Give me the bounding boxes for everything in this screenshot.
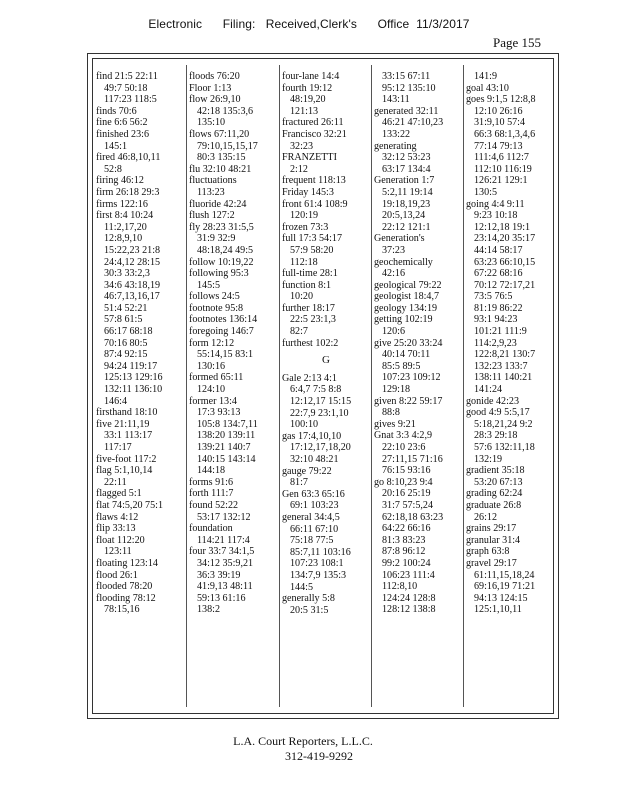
index-continuation-line: 132:11 136:10 <box>104 384 163 396</box>
index-continuation-line: 22:12 121:1 <box>382 221 431 233</box>
index-continuation-line: 82:7 <box>290 326 308 338</box>
column-divider <box>463 65 464 707</box>
index-continuation-line: 42:16 <box>382 268 405 280</box>
index-continuation-line: 85:7,11 103:16 <box>290 546 351 558</box>
index-continuation-line: 112:18 <box>290 256 318 268</box>
index-entry-line: flows 67:11,20 <box>189 128 250 140</box>
index-continuation-line: 105:8 134:7,11 <box>197 418 258 430</box>
index-entry-line: generated 32:11 <box>374 105 439 117</box>
index-entry-line: four 33:7 34:1,5 <box>189 546 255 558</box>
index-continuation-line: 85:5 89:5 <box>382 360 421 372</box>
index-continuation-line: 129:18 <box>382 384 411 396</box>
index-entry-line: firm 26:18 29:3 <box>96 186 160 198</box>
index-continuation-line: 63:17 134:4 <box>382 163 431 175</box>
index-entry-line: generally 5:8 <box>282 593 335 605</box>
index-continuation-line: 145:5 <box>197 279 220 291</box>
index-entry-line: gas 17:4,10,10 <box>282 430 342 442</box>
index-continuation-line: 66:3 68:1,3,4,6 <box>474 128 536 140</box>
index-continuation-line: 123:11 <box>104 546 132 558</box>
index-continuation-line: 132:19 <box>474 453 503 465</box>
index-entry-line: gives 9:21 <box>374 418 416 430</box>
index-continuation-line: 70:16 80:5 <box>104 337 148 349</box>
index-continuation-line: 22:10 23:6 <box>382 442 426 453</box>
index-continuation-line: 80:3 135:15 <box>197 152 246 164</box>
section-letter: G <box>322 354 330 367</box>
index-entry-line: give 25:20 33:24 <box>374 337 443 349</box>
index-continuation-line: 101:21 111:9 <box>474 326 527 338</box>
index-entry-line: flooding 78:12 <box>96 592 156 604</box>
index-entry-line: given 8:22 59:17 <box>374 395 443 407</box>
index-continuation-line: 78:15,16 <box>104 604 140 616</box>
index-continuation-line: 117:23 118:5 <box>104 94 157 106</box>
index-continuation-line: 114:2,9,23 <box>474 337 517 349</box>
index-entry-line: flat 74:5,20 75:1 <box>96 499 164 511</box>
index-entry-line: find 21:5 22:11 <box>96 71 158 82</box>
index-entry-line: follow 10:19,22 <box>189 256 254 268</box>
index-continuation-line: 12:8,9,10 <box>104 233 143 245</box>
index-continuation-line: 40:14 70:11 <box>382 349 431 361</box>
index-continuation-line: 120:6 <box>382 326 405 338</box>
index-entry-line: generating <box>374 140 417 152</box>
index-continuation-line: 124:24 128:8 <box>382 592 436 604</box>
index-entry-line: flood 26:1 <box>96 569 138 581</box>
index-continuation-line: 34:6 43:18,19 <box>104 279 161 291</box>
index-continuation-line: 114:21 117:4 <box>197 534 250 546</box>
index-continuation-line: 107:23 109:12 <box>382 372 441 384</box>
index-continuation-line: 12:12,17 15:15 <box>290 396 352 408</box>
index-continuation-line: 130:16 <box>197 360 226 372</box>
index-continuation-line: 143:11 <box>382 94 410 106</box>
index-entry-line: going 4:4 9:11 <box>466 198 525 210</box>
index-entry-line: full 17:3 54:17 <box>282 233 343 245</box>
index-continuation-line: 6:4,7 7:5 8:8 <box>290 384 342 396</box>
index-continuation-line: 64:22 66:16 <box>382 523 431 535</box>
index-continuation-line: 42:18 135:3,6 <box>197 105 254 117</box>
index-continuation-line: 57:9 58:20 <box>290 244 334 256</box>
index-entry-line: flush 127:2 <box>189 210 235 222</box>
index-continuation-line: 30:3 33:2,3 <box>104 268 150 280</box>
index-continuation-line: 100:10 <box>290 419 319 431</box>
index-entry-line: goal 43:10 <box>466 82 509 94</box>
index-continuation-line: 19:18,19,23 <box>382 198 431 210</box>
index-entry-line: Generation's <box>374 233 425 245</box>
index-inner-frame <box>92 58 554 714</box>
index-continuation-line: 23:14,20 35:17 <box>474 233 536 245</box>
index-entry-line: frequent 118:13 <box>282 175 346 187</box>
index-entry-line: foregoing 146:7 <box>189 326 254 338</box>
index-entry-line: fly 28:23 31:5,5 <box>189 221 254 233</box>
index-entry-line: grading 62:24 <box>466 488 523 500</box>
index-entry-line: floods 76:20 <box>189 71 240 82</box>
index-entry-line: flow 26:9,10 <box>189 94 241 106</box>
index-entry-line: function 8:1 <box>282 279 332 291</box>
index-continuation-line: 81:7 <box>290 477 308 489</box>
index-continuation-line: 63:23 66:10,15 <box>474 256 536 268</box>
index-entry-line: flagged 5:1 <box>96 488 142 500</box>
index-entry-line: footnotes 136:14 <box>189 314 258 326</box>
index-continuation-line: 67:22 68:16 <box>474 268 523 280</box>
index-continuation-line: 66:11 67:10 <box>290 523 339 535</box>
index-continuation-line: 28:3 29:18 <box>474 430 518 442</box>
index-continuation-line: 34:12 35:9,21 <box>197 557 254 569</box>
index-continuation-line: 55:14,15 83:1 <box>197 349 254 361</box>
index-continuation-line: 46:21 47:10,23 <box>382 117 444 129</box>
court-reporter-name: L.A. Court Reporters, L.L.C. <box>233 734 373 748</box>
index-continuation-line: 135:10 <box>197 117 226 129</box>
index-entry-line: granular 31:4 <box>466 534 521 546</box>
index-continuation-line: 11:2,17,20 <box>104 221 147 233</box>
index-entry-line: floating 123:14 <box>96 557 158 569</box>
index-continuation-line: 146:4 <box>104 395 127 407</box>
index-continuation-line: 22:11 <box>104 476 127 488</box>
index-entry-line: flooded 78:20 <box>96 581 153 593</box>
index-entry-line: firing 46:12 <box>96 175 144 187</box>
index-continuation-line: 134:7,9 135:3 <box>290 569 347 581</box>
index-continuation-line: 94:24 119:17 <box>104 360 158 372</box>
index-frame <box>87 53 559 719</box>
index-entry-line: formed 65:11 <box>189 372 244 384</box>
index-entry-line: gravel 29:17 <box>466 557 517 569</box>
index-entry-line: Gnat 3:3 4:2,9 <box>374 430 433 442</box>
index-continuation-line: 139:21 140:7 <box>197 442 251 453</box>
index-continuation-line: 37:23 <box>382 244 405 256</box>
index-entry-line: firms 122:16 <box>96 198 148 210</box>
index-continuation-line: 57:8 61:5 <box>104 314 143 326</box>
index-continuation-line: 111:4,6 112:7 <box>474 152 529 164</box>
index-continuation-line: 44:14 58:17 <box>474 244 523 256</box>
index-continuation-line: 15:22,23 21:8 <box>104 244 161 256</box>
index-continuation-line: 41:9,13 48:11 <box>197 581 253 593</box>
index-entry-line: Gale 2:13 4:1 <box>282 372 337 384</box>
index-continuation-line: 81:3 83:23 <box>382 534 426 546</box>
index-continuation-line: 48:19,20 <box>290 94 326 106</box>
index-continuation-line: 32:12 53:23 <box>382 152 431 164</box>
index-continuation-line: 141:24 <box>474 384 503 396</box>
index-continuation-line: 31:9 32:9 <box>197 233 236 245</box>
index-continuation-line: 79:10,15,15,17 <box>197 140 258 152</box>
index-continuation-line: 132:23 133:7 <box>474 360 528 372</box>
index-continuation-line: 112:10 116:19 <box>474 163 532 175</box>
index-entry-line: five-foot 117:2 <box>96 453 157 465</box>
index-continuation-line: 125:1,10,11 <box>474 604 522 616</box>
index-continuation-line: 99:2 100:24 <box>382 557 431 569</box>
index-entry-line: forms 91:6 <box>189 476 234 488</box>
index-continuation-line: 144:18 <box>197 465 226 477</box>
index-continuation-line: 66:17 68:18 <box>104 326 153 338</box>
index-continuation-line: 31:9,10 57:4 <box>474 117 526 129</box>
index-entry-line: following 95:3 <box>189 268 249 280</box>
index-entry-line: further 18:17 <box>282 302 335 314</box>
index-continuation-line: 36:3 39:19 <box>197 569 241 581</box>
index-entry-line: FRANZETTI <box>282 152 337 164</box>
index-continuation-line: 27:11,15 71:16 <box>382 453 443 465</box>
index-continuation-line: 138:20 139:11 <box>197 430 256 442</box>
index-entry-line: Floor 1:13 <box>189 82 232 94</box>
index-continuation-line: 5:18,21,24 9:2 <box>474 418 533 430</box>
index-continuation-line: 95:12 135:10 <box>382 82 436 94</box>
index-continuation-line: 87:8 96:12 <box>382 546 426 558</box>
index-entry-line: flip 33:13 <box>96 523 136 535</box>
index-continuation-line: 51:4 52:21 <box>104 302 148 314</box>
index-continuation-line: 88:8 <box>382 407 400 419</box>
index-entry-line: full-time 28:1 <box>282 268 338 280</box>
index-entry-line: general 34:4,5 <box>282 511 340 523</box>
index-entry-line: finished 23:6 <box>96 128 149 140</box>
index-entry-line: fluoride 42:24 <box>189 198 247 210</box>
index-column-2 <box>189 71 277 616</box>
index-entry-line: geology 134:19 <box>374 302 438 314</box>
index-entry-line: front 61:4 108:9 <box>282 198 348 210</box>
index-entry-line: geological 79:22 <box>374 279 442 291</box>
index-continuation-line: 24:4,12 28:15 <box>104 256 161 268</box>
index-continuation-line: 77:14 79:13 <box>474 140 523 152</box>
index-continuation-line: 17:12,17,18,20 <box>290 442 351 454</box>
index-continuation-line: 61:11,15,18,24 <box>474 569 535 581</box>
index-entry-line: flaws 4:12 <box>96 511 139 523</box>
index-continuation-line: 121:13 <box>290 105 319 117</box>
index-continuation-line: 69:1 103:23 <box>290 500 339 512</box>
index-entry-line: fine 6:6 56:2 <box>96 117 148 129</box>
index-continuation-line: 2:12 <box>290 163 308 175</box>
index-entry-line: flu 32:10 48:21 <box>189 163 252 175</box>
index-continuation-line: 112:8,10 <box>382 581 418 593</box>
index-continuation-line: 26:12 <box>474 511 497 523</box>
index-continuation-line: 48:18,24 49:5 <box>197 244 254 256</box>
index-continuation-line: 10:20 <box>290 291 313 303</box>
index-continuation-line: 49:7 50:18 <box>104 82 148 94</box>
column-divider <box>279 65 280 707</box>
index-entry-line: found 52:22 <box>189 499 239 511</box>
index-entry-line: float 112:20 <box>96 534 145 546</box>
index-continuation-line: 69:16,19 71:21 <box>474 581 536 593</box>
index-entry-line: follows 24:5 <box>189 291 240 303</box>
index-continuation-line: 22:7,9 23:1,10 <box>290 407 349 419</box>
index-continuation-line: 144:5 <box>290 581 313 593</box>
column-divider <box>186 65 187 707</box>
index-continuation-line: 12:12,18 19:1 <box>474 221 531 233</box>
column-divider <box>371 65 372 707</box>
index-entry-line: gradient 35:18 <box>466 465 525 477</box>
index-continuation-line: 81:19 86:22 <box>474 302 523 314</box>
index-entry-line: four-lane 14:4 <box>282 71 340 82</box>
index-continuation-line: 9:23 10:18 <box>474 210 518 222</box>
index-continuation-line: 20:5 31:5 <box>290 604 329 616</box>
index-continuation-line: 62:18,18 63:23 <box>382 511 444 523</box>
index-entry-line: firsthand 18:10 <box>96 407 158 419</box>
index-continuation-line: 76:15 93:16 <box>382 465 431 477</box>
index-continuation-line: 145:1 <box>104 140 127 152</box>
index-entry-line: Friday 145:3 <box>282 186 334 198</box>
index-continuation-line: 107:23 108:1 <box>290 558 344 570</box>
index-column-1 <box>96 71 184 616</box>
index-continuation-line: 133:22 <box>382 128 411 140</box>
index-continuation-line: 22:5 23:1,3 <box>290 314 336 326</box>
filing-stamp: Electronic Filing: Received,Clerk's Office 11/3/2017 <box>148 17 470 31</box>
index-entry-line: graduate 26:8 <box>466 499 522 511</box>
index-entry-line: getting 102:19 <box>374 314 433 326</box>
index-continuation-line: 17:3 93:13 <box>197 407 241 419</box>
index-entry-line: flag 5:1,10,14 <box>96 465 153 477</box>
index-continuation-line: 93:1 94:23 <box>474 314 518 326</box>
index-continuation-line: 70:12 72:17,21 <box>474 279 536 291</box>
index-entry-line: first 8:4 10:24 <box>96 210 154 222</box>
index-continuation-line: 33:1 113:17 <box>104 430 153 442</box>
index-continuation-line: 87:4 92:15 <box>104 349 148 361</box>
index-continuation-line: 57:6 132:11,18 <box>474 442 535 453</box>
index-continuation-line: 52:8 <box>104 163 122 175</box>
index-continuation-line: 75:18 77:5 <box>290 535 334 547</box>
index-continuation-line: 31:7 57:5,24 <box>382 499 434 511</box>
index-entry-line: forth 111:7 <box>189 488 234 500</box>
index-entry-line: gonide 42:23 <box>466 395 519 407</box>
index-entry-line: fired 46:8,10,11 <box>96 152 161 164</box>
index-column-4 <box>374 71 462 616</box>
index-continuation-line: 125:13 129:16 <box>104 372 163 384</box>
index-entry-line: furthest 102:2 <box>282 337 339 349</box>
page-number: Page 155 <box>493 35 542 50</box>
index-entry-line: fluctuations <box>189 175 237 187</box>
index-entry-line: go 8:10,23 9:4 <box>374 476 433 488</box>
index-continuation-line: 128:12 138:8 <box>382 604 436 616</box>
index-continuation-line: 124:10 <box>197 384 226 396</box>
index-entry-line: Francisco 32:21 <box>282 128 347 140</box>
index-continuation-line: 12:10 26:16 <box>474 105 523 117</box>
index-continuation-line: 122:8,21 130:7 <box>474 349 536 361</box>
index-entry-line: geologist 18:4,7 <box>374 291 440 303</box>
index-continuation-line: 53:17 132:12 <box>197 511 251 523</box>
index-continuation-line: 59:13 61:16 <box>197 592 246 604</box>
index-continuation-line: 20:5,13,24 <box>382 210 426 222</box>
index-entry-line: foundation <box>189 523 233 535</box>
index-continuation-line: 53:20 67:13 <box>474 476 523 488</box>
index-continuation-line: 120:19 <box>290 210 319 222</box>
index-continuation-line: 106:23 111:4 <box>382 569 435 581</box>
index-entry-line: goes 9:1,5 12:8,8 <box>466 94 536 106</box>
index-continuation-line: 32:10 48:21 <box>290 454 339 465</box>
index-column-5 <box>466 71 554 616</box>
index-entry-line: form 12:12 <box>189 337 235 349</box>
index-continuation-line: 32:23 <box>290 140 313 152</box>
index-entry-line: Gen 63:3 65:16 <box>282 488 345 500</box>
index-continuation-line: 33:15 67:11 <box>382 71 431 82</box>
index-continuation-line: 138:2 <box>197 604 220 616</box>
index-entry-line: Generation 1:7 <box>374 175 435 187</box>
index-entry-line: geochemically <box>374 256 433 268</box>
index-entry-line: frozen 73:3 <box>282 221 329 233</box>
index-continuation-line: 117:17 <box>104 442 132 453</box>
index-entry-line: grains 29:17 <box>466 523 517 535</box>
index-entry-line: five 21:11,19 <box>96 418 150 430</box>
index-entry-line: fourth 19:12 <box>282 82 333 94</box>
index-continuation-line: 46:7,13,16,17 <box>104 291 160 303</box>
index-entry-line: gauge 79:22 <box>282 465 332 477</box>
index-entry-line: good 4:9 5:5,17 <box>466 407 530 419</box>
index-continuation-line: 94:13 124:15 <box>474 592 528 604</box>
index-entry-line: footnote 95:8 <box>189 302 244 314</box>
index-continuation-line: 5:2,11 19:14 <box>382 186 433 198</box>
index-continuation-line: 141:9 <box>474 71 497 82</box>
court-reporter-phone: 312-419-9292 <box>285 749 353 763</box>
index-entry-line: finds 70:6 <box>96 105 137 117</box>
index-continuation-line: 138:11 140:21 <box>474 372 533 384</box>
index-continuation-line: 140:15 143:14 <box>197 453 256 465</box>
index-column-3 <box>282 71 370 616</box>
index-entry-line: graph 63:8 <box>466 546 510 558</box>
index-continuation-line: 20:16 25:19 <box>382 488 431 500</box>
index-continuation-line: 73:5 76:5 <box>474 291 513 303</box>
index-entry-line: fractured 26:11 <box>282 117 344 129</box>
index-continuation-line: 126:21 129:1 <box>474 175 528 187</box>
index-continuation-line: 130:5 <box>474 186 497 198</box>
index-continuation-line: 113:23 <box>197 186 225 198</box>
index-entry-line: former 13:4 <box>189 395 237 407</box>
